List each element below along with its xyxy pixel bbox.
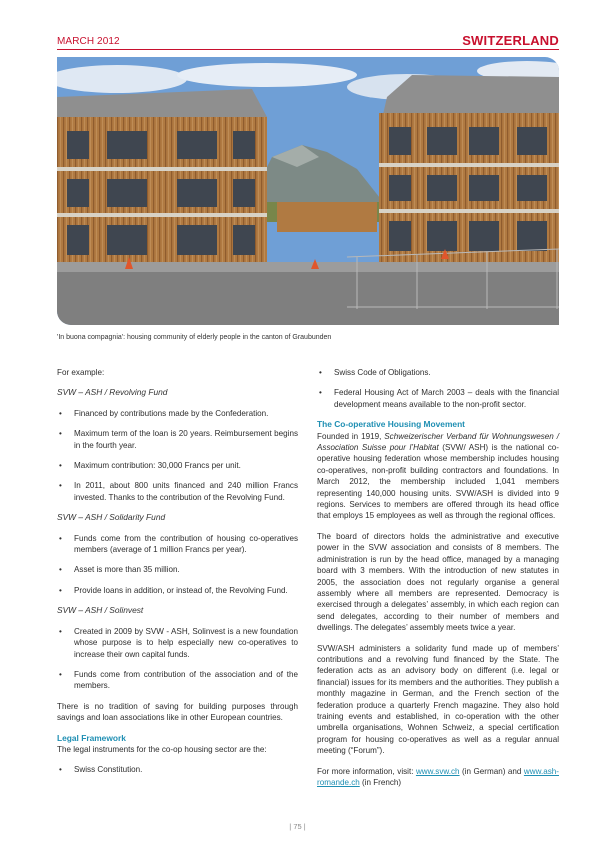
movement-paragraph-1: Founded in 1919, Schweizerischer Verband für Wohnungswesen / Association Suisse pour l’Habitat (SVW/ ASH) is the national co-operative housing federation whose membership includes housing co-operatives, non-profit building contractors and foundations. In March 2012, the membership included 1,041 members representing 140,000 housing units. SVW/ASH is divided into 9 regions. Services to members are offered through its head office that employs 15 employees as well as through the regional offices. <box>317 431 559 521</box>
movement-paragraph-3: SVW/ASH administers a solidarity fund made up of members’ contributions and a revolving fund financed by the State. The federation acts as an advisory body on different (i.e. legal or financial) issues for its members and the authorities. They publish a monthly magazine in German, and the French section of the federation produce a quarterly French magazine. They also hold training events and established, in co-operation with the other umbrella organisations, Wohnen Schweiz, a special certification program for housing co-operatives as well as a regular annual meeting (“Forum”). <box>317 643 559 756</box>
header-rule <box>57 49 559 50</box>
movement-paragraph-2: The board of directors holds the administrative and executive power in the SVW association and consists of 8 members. The administration is run by the head office, managed by a managing board with 3 members. With the introduction of new statutes in 2005, the association does not regularly organise a general assembly where all members are represented. Democracy is exercised through a delegates’ assembly, in which each region can send delegates, according to their number of members and dwellings. The delegates’ assembly meets twice a year. <box>317 531 559 633</box>
housing-movement-heading: The Co-operative Housing Movement <box>317 419 465 430</box>
intro-text: For example: <box>57 368 105 377</box>
building-photo <box>57 57 559 325</box>
list-item: • Maximum term of the loan is 20 years. Reimbursement begins in the fourth year. <box>59 429 298 450</box>
ash-romande-link[interactable]: www.ash-romande.ch <box>317 766 559 787</box>
more-info-paragraph: For more information, visit: www.svw.ch (in German) and www.ash-romande.ch (in French) <box>317 766 559 787</box>
solidarity-fund-title: SVW – ASH / Solidarity Fund <box>57 512 166 523</box>
list-item: • Provide loans in addition, or instead of, the Revolving Fund. <box>59 585 288 595</box>
list-item: • Funds come from the contribution of housing co-operatives members (average of 1 million Francs per year). <box>59 533 298 555</box>
photo-caption: 'In buona compagnia': housing community of elderly people in the canton of Graubunden <box>57 334 332 341</box>
list-item: • Financed by contributions made by the Confederation. <box>59 408 269 418</box>
header-country: SWITZERLAND <box>462 33 559 48</box>
revolving-fund-title: SVW – ASH / Revolving Fund <box>57 387 168 398</box>
list-item: • Asset is more than 35 million. <box>59 565 180 575</box>
list-item: • Federal Housing Act of March 2003 – deals with the financial development means available to the non-profit sector. <box>319 388 559 409</box>
list-item: • Maximum contribution: 30,000 Francs per unit. <box>59 461 241 471</box>
right-column <box>317 367 559 797</box>
list-item: • Created in 2009 by SVW - ASH, Solinvest is a new foundation whose purpose is to help especially new co-operatives to increase their own capital funds. <box>59 626 298 659</box>
header-date: MARCH 2012 <box>57 36 120 47</box>
solinvest-title: SVW – ASH / Solinvest <box>57 605 144 616</box>
legal-framework-heading: Legal Framework <box>57 732 126 743</box>
list-item: • Swiss Code of Obligations. <box>319 368 431 377</box>
list-item: • In 2011, about 800 units financed and 240 million Francs invested. Thanks to the contribution of the Revolving Fund. <box>59 481 298 502</box>
savings-paragraph: There is no tradition of saving for building purposes through savings and loan associations like in other European countries. <box>57 701 298 723</box>
svw-link[interactable]: www.svw.ch <box>415 766 460 776</box>
list-item: • Swiss Constitution. <box>59 765 143 775</box>
list-item: • Funds come from contribution of the association and of the members. <box>59 669 298 691</box>
page-number: | 75 | <box>289 822 306 831</box>
legal-intro: The legal instruments for the co-op housing sector are the: <box>57 744 267 754</box>
left-column <box>57 367 298 785</box>
